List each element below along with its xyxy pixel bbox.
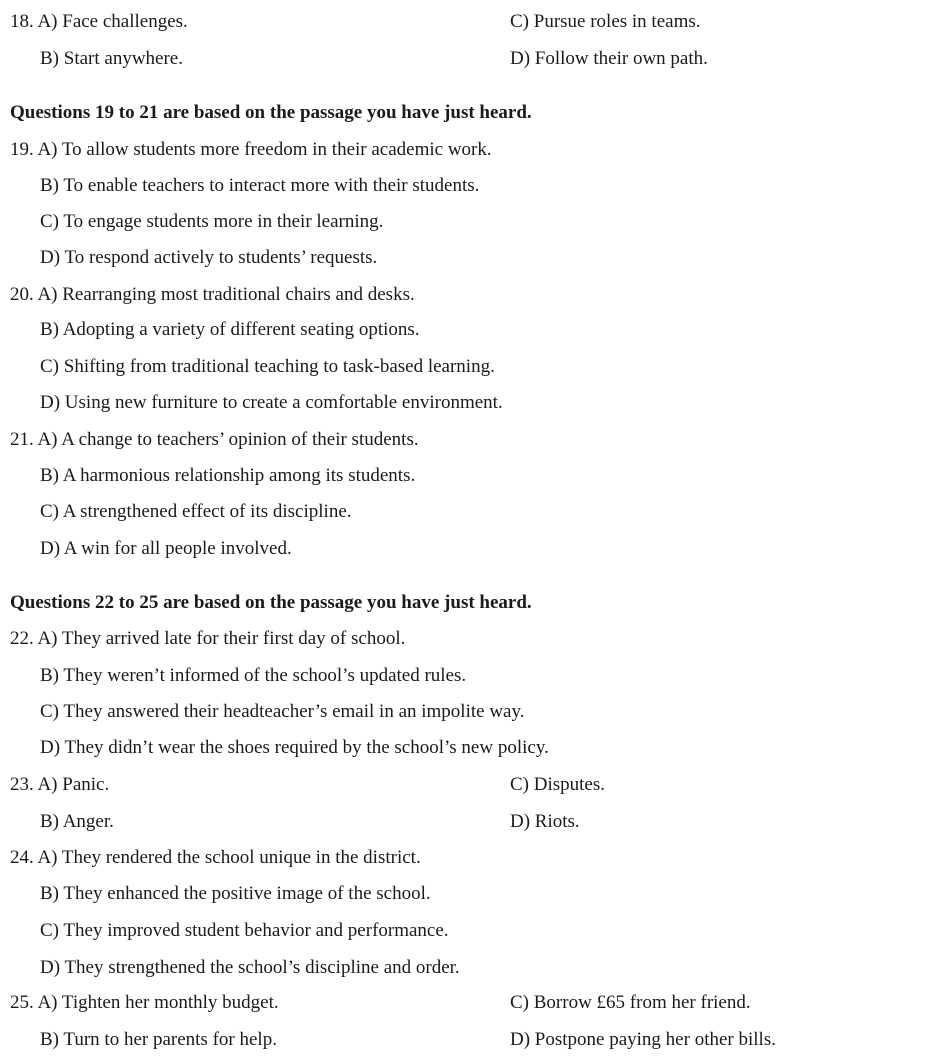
question-22-option-b: B) They weren’t informed of the school’s updated rules.: [40, 665, 467, 686]
question-23-option-c: C) Disputes.: [510, 774, 605, 795]
section-heading-22-25: Questions 22 to 25 are based on the passage you have just heard.: [10, 592, 532, 613]
question-19-option-b: B) To enable teachers to interact more with their students.: [40, 175, 480, 196]
question-18-option-a: 18. A) Face challenges.: [10, 11, 188, 32]
question-24-option-c: C) They improved student behavior and performance.: [40, 920, 449, 941]
question-18-option-c: C) Pursue roles in teams.: [510, 11, 701, 32]
question-23-option-b: B) Anger.: [40, 811, 114, 832]
question-25-option-b: B) Turn to her parents for help.: [40, 1029, 277, 1050]
question-21-option-c: C) A strengthened effect of its discipline.: [40, 501, 352, 522]
question-18-option-d: D) Follow their own path.: [510, 48, 708, 69]
question-23-option-a: 23. A) Panic.: [10, 774, 110, 795]
question-19-option-c: C) To engage students more in their learning.: [40, 211, 384, 232]
question-20-option-d: D) Using new furniture to create a comfortable environment.: [40, 392, 503, 413]
question-18-option-b: B) Start anywhere.: [40, 48, 183, 69]
question-22-option-d: D) They didn’t wear the shoes required by the school’s new policy.: [40, 737, 549, 758]
section-heading-19-21: Questions 19 to 21 are based on the passage you have just heard.: [10, 102, 532, 123]
question-24-option-b: B) They enhanced the positive image of the school.: [40, 883, 431, 904]
question-25-option-c: C) Borrow £65 from her friend.: [510, 992, 751, 1013]
question-21-option-a: 21. A) A change to teachers’ opinion of their students.: [10, 429, 419, 450]
question-25-option-d: D) Postpone paying her other bills.: [510, 1029, 776, 1050]
question-20-option-b: B) Adopting a variety of different seating options.: [40, 319, 420, 340]
question-22-option-a: 22. A) They arrived late for their first day of school.: [10, 628, 406, 649]
question-21-option-b: B) A harmonious relationship among its students.: [40, 465, 416, 486]
question-23-option-d: D) Riots.: [510, 811, 580, 832]
question-20-option-a: 20. A) Rearranging most traditional chairs and desks.: [10, 284, 415, 305]
question-25-option-a: 25. A) Tighten her monthly budget.: [10, 992, 279, 1013]
question-22-option-c: C) They answered their headteacher’s email in an impolite way.: [40, 701, 525, 722]
question-24-option-d: D) They strengthened the school’s discipline and order.: [40, 957, 460, 978]
question-19-option-d: D) To respond actively to students’ requests.: [40, 247, 378, 268]
question-19-option-a: 19. A) To allow students more freedom in their academic work.: [10, 139, 492, 160]
question-21-option-d: D) A win for all people involved.: [40, 538, 292, 559]
question-24-option-a: 24. A) They rendered the school unique in the district.: [10, 847, 421, 868]
question-20-option-c: C) Shifting from traditional teaching to task-based learning.: [40, 356, 495, 377]
